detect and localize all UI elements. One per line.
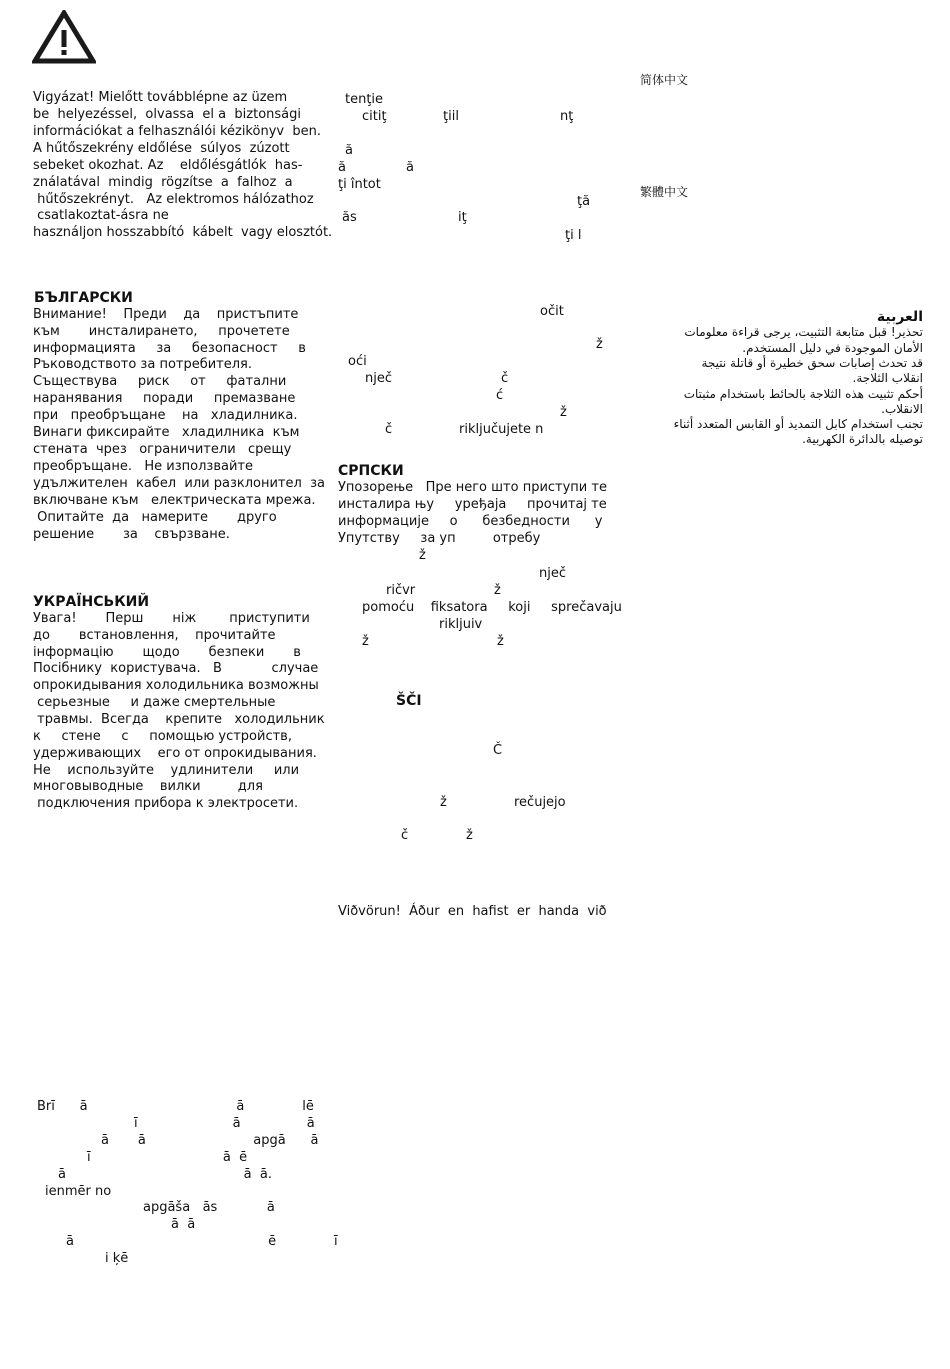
romanian-fragment: ţi întot xyxy=(338,177,381,192)
bulgarian-line: Внимание! Преди да пристъпите xyxy=(33,307,299,322)
serbian-fragment: ž xyxy=(497,634,504,649)
romanian-fragment: ţă xyxy=(577,194,591,209)
serbian-line: Упутству за уп отребу xyxy=(338,531,541,546)
bulgarian-line: Съществува риск от фатални xyxy=(33,374,287,389)
ukrainian-line: Не используйте удлинители или xyxy=(33,763,300,778)
icelandic-line: Viðvörun! Áður en hafist er handa við xyxy=(338,904,607,919)
ukrainian-line: Увага! Перш ніж приступити xyxy=(33,611,310,626)
bulgarian-line: Ръководството за потребителя. xyxy=(33,357,253,372)
bulgarian-line: включване към електрическата мрежа. xyxy=(33,493,316,508)
bulgarian-line: преобръщане. Не използвайте xyxy=(33,459,253,474)
bulgarian-line: наранявания поради премазване xyxy=(33,391,296,406)
croatian-fragment: ž xyxy=(560,405,567,420)
slovenian-fragment: ž xyxy=(440,795,447,810)
croatian-fragment: nječ xyxy=(365,371,392,386)
bulgarian-line: към инсталирането, прочетете xyxy=(33,324,290,339)
serbian-heading: СРПСКИ xyxy=(338,463,404,479)
bulgarian-line: при преобръщане на хладилника. xyxy=(33,408,298,423)
hungarian-line: sebeket okozhat. Az eldőlésgátlók has- xyxy=(33,158,303,173)
romanian-fragment: citiţ xyxy=(362,109,387,124)
arabic-line: تحذير! قبل متابعة التثبيت، يرجى قراءة معلومات xyxy=(684,325,923,339)
hungarian-line: információkat a felhasználói kézikönyv ben. xyxy=(33,124,321,139)
bulgarian-line: удължителен кабел или разклонител за xyxy=(33,476,325,491)
hungarian-line: A hűtőszekrény eldőlése súlyos zúzott xyxy=(33,141,290,156)
bulgarian-line: Опитайте да намерите друго xyxy=(33,510,277,525)
croatian-fragment: ć xyxy=(496,388,504,403)
arabic-line: أحكم تثبيت هذه الثلاجة بالحائط باستخدام مثبتات xyxy=(683,387,923,401)
slovenian-fragment: rečujejo xyxy=(514,795,566,810)
romanian-fragment: ă xyxy=(406,160,414,175)
serbian-fragment: ričvr xyxy=(386,583,416,598)
bulgarian-heading: БЪЛГАРСКИ xyxy=(34,290,133,306)
hungarian-line: Vigyázat! Mielőtt továbblépne az üzem xyxy=(33,90,288,105)
latvian-fragment: apgāša ās ā xyxy=(143,1200,275,1215)
serbian-fragment: ž xyxy=(494,583,501,598)
romanian-fragment: tenţie xyxy=(345,92,384,107)
croatian-fragment: očit xyxy=(540,304,564,319)
serbian-fragment: ž xyxy=(419,548,426,563)
latvian-fragment: ī ā ā xyxy=(134,1116,315,1131)
bulgarian-line: Винаги фиксирайте хладилника към xyxy=(33,425,300,440)
latvian-fragment: i ķē xyxy=(105,1251,129,1266)
ukrainian-line: до встановлення, прочитайте xyxy=(33,628,276,643)
bulgarian-line: информацията за безопасност в xyxy=(33,341,306,356)
arabic-line: الانقلاب. xyxy=(881,402,923,416)
hungarian-line: be helyezéssel, olvassa el a biztonsági xyxy=(33,107,301,122)
arabic-line: تجنب استخدام كابل التمديد أو القابس المتعدد أثناء xyxy=(673,417,923,431)
ukrainian-heading: УКРАЇНСЬКИЙ xyxy=(33,594,150,610)
romanian-fragment: iţ xyxy=(458,210,467,225)
ukrainian-line: удерживающих его от опрокидывания. xyxy=(33,746,317,761)
latvian-fragment: ā ā ā. xyxy=(58,1167,272,1182)
latvian-fragment: ā ē ī xyxy=(66,1234,338,1249)
croatian-fragment: riključujete n xyxy=(459,422,544,437)
hungarian-line: hűtőszekrényt. Az elektromos hálózathoz xyxy=(33,192,314,207)
romanian-fragment: ă xyxy=(345,143,353,158)
romanian-fragment: ţiil xyxy=(443,109,459,124)
latvian-fragment: ienmēr no xyxy=(45,1184,112,1199)
chinese-traditional-heading: 繁體中文 xyxy=(640,185,689,199)
slovenian-fragment: Č xyxy=(493,743,503,758)
ukrainian-line: многовыводные вилки для xyxy=(33,779,263,794)
ukrainian-line: подключения прибора к электросети. xyxy=(33,796,299,811)
slovenian-fragment: č xyxy=(401,828,409,843)
ukrainian-line: опрокидывания холодильника возможны xyxy=(33,678,319,693)
serbian-line: Упозорење Пре него што приступи те xyxy=(338,480,607,495)
romanian-fragment: ăs xyxy=(342,210,357,225)
warning-triangle-icon xyxy=(32,10,96,64)
ukrainian-line: к стене с помощью устройств, xyxy=(33,729,292,744)
slovenian-fragment: ž xyxy=(466,828,473,843)
latvian-fragment: Brī ā ā lē xyxy=(37,1099,314,1114)
ukrainian-line: Посібнику користувача. В случае xyxy=(33,661,319,676)
latvian-fragment: ā ā apgā ā xyxy=(101,1133,319,1148)
hungarian-line: ználatával mindig rögzítse a falhoz a xyxy=(33,175,293,190)
croatian-fragment: č xyxy=(501,371,509,386)
croatian-fragment: oći xyxy=(348,354,367,369)
bulgarian-line: решение за свързване. xyxy=(33,527,230,542)
romanian-fragment: ă xyxy=(338,160,346,175)
arabic-line: الأمان الموجودة في دليل المستخدم. xyxy=(742,341,923,355)
serbian-fragment: ž xyxy=(362,634,369,649)
latvian-fragment: ā ā xyxy=(171,1217,196,1232)
bulgarian-line: стената чрез ограничители срещу xyxy=(33,442,292,457)
croatian-fragment: č xyxy=(385,422,393,437)
serbian-line: инсталира њу уређаја прочитај те xyxy=(338,497,607,512)
serbian-fragment: pomoću fiksatora koji sprečavaju xyxy=(362,600,622,615)
romanian-fragment: ţi l xyxy=(565,228,582,243)
romanian-fragment: nţ xyxy=(560,109,574,124)
arabic-line: توصيله بالدائرة الكهربية. xyxy=(802,432,923,446)
serbian-fragment: nječ xyxy=(539,566,566,581)
arabic-line: قد تحدث إصابات سحق خطيرة أو قاتلة نتيجة xyxy=(701,356,923,370)
latvian-fragment: ī ā ē xyxy=(87,1150,248,1165)
serbian-fragment: rikljuiv xyxy=(439,617,483,632)
ukrainian-line: інформацію щодо безпеки в xyxy=(33,645,301,660)
ukrainian-line: серьезные и даже смертельные xyxy=(33,695,276,710)
arabic-line: انقلاب الثلاجة. xyxy=(852,371,923,385)
arabic-heading: العربية xyxy=(876,309,923,325)
hungarian-line: használjon hosszabbító kábelt vagy elosztót. xyxy=(33,225,333,240)
slovenian-heading-fragment: ŠČI xyxy=(396,693,422,709)
serbian-line: информације о безбедности у xyxy=(338,514,603,529)
chinese-simplified-heading: 简体中文 xyxy=(640,73,689,87)
ukrainian-line: травмы. Всегда крепите холодильник xyxy=(33,712,325,727)
croatian-fragment: ž xyxy=(596,337,603,352)
hungarian-line: csatlakoztat-ásra ne xyxy=(33,208,169,223)
